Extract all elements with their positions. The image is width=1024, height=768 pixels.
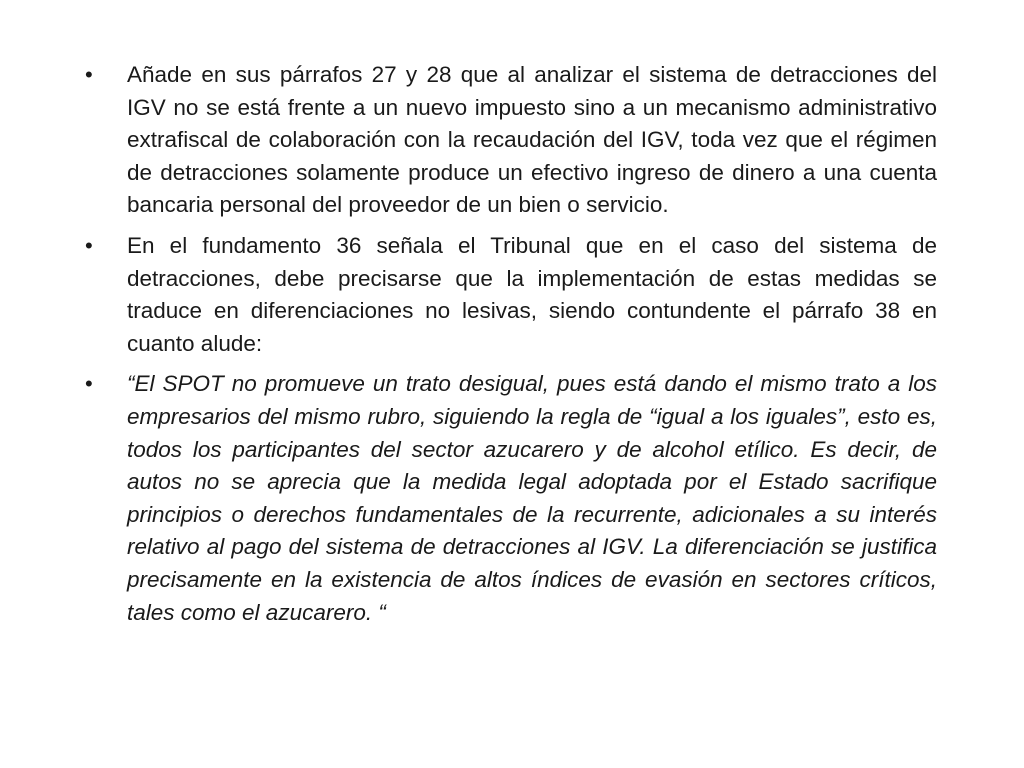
bullet-text: En el fundamento 36 señala el Tribunal que en el caso del sistema de detracciones, debe precisarse que la implementación de estas medidas se traduce en diferenciaciones no lesivas, siendo contundente el párrafo 38 en cuanto alude: [127,232,937,356]
bullet-icon: • [85,62,93,87]
bullet-icon: • [85,232,93,258]
bullet-text: Añade en sus párrafos 27 y 28 que al analizar el sistema de detracciones del IGV no se está frente a un nuevo impuesto sino a un mecanismo administrativo extrafiscal de colaboración con la recaudación del IGV, toda vez que el régimen de detracciones solamente produce un efectivo ingreso de dinero a una cuenta bancaria personal del proveedor de un bien o servicio. [127,62,937,218]
bullet-icon: • [85,371,93,397]
bullet-item-detracciones-mecanismo [85,59,937,222]
bullet-item-fundamento-36 [85,230,937,360]
bullet-item-quote-spot [85,368,937,629]
bullet-list [85,59,937,637]
bullet-quote-text: “El SPOT no promueve un trato desigual, pues está dando el mismo trato a los empresarios del mismo rubro, siguiendo la regla de “igual a los iguales”, esto es, todos los participantes del sector azucarero y de alcohol etílico. Es decir, de autos no se aprecia que la medida legal adoptada por el Estado sacrifique principios o derechos fundamentales de la recurrente, adicionales a su interés relativo al pago del sistema de detracciones al IGV. La diferenciación se justifica precisamente en la existencia de altos índices de evasión en sectores críticos, tales como el azucarero. “ [127,371,937,625]
